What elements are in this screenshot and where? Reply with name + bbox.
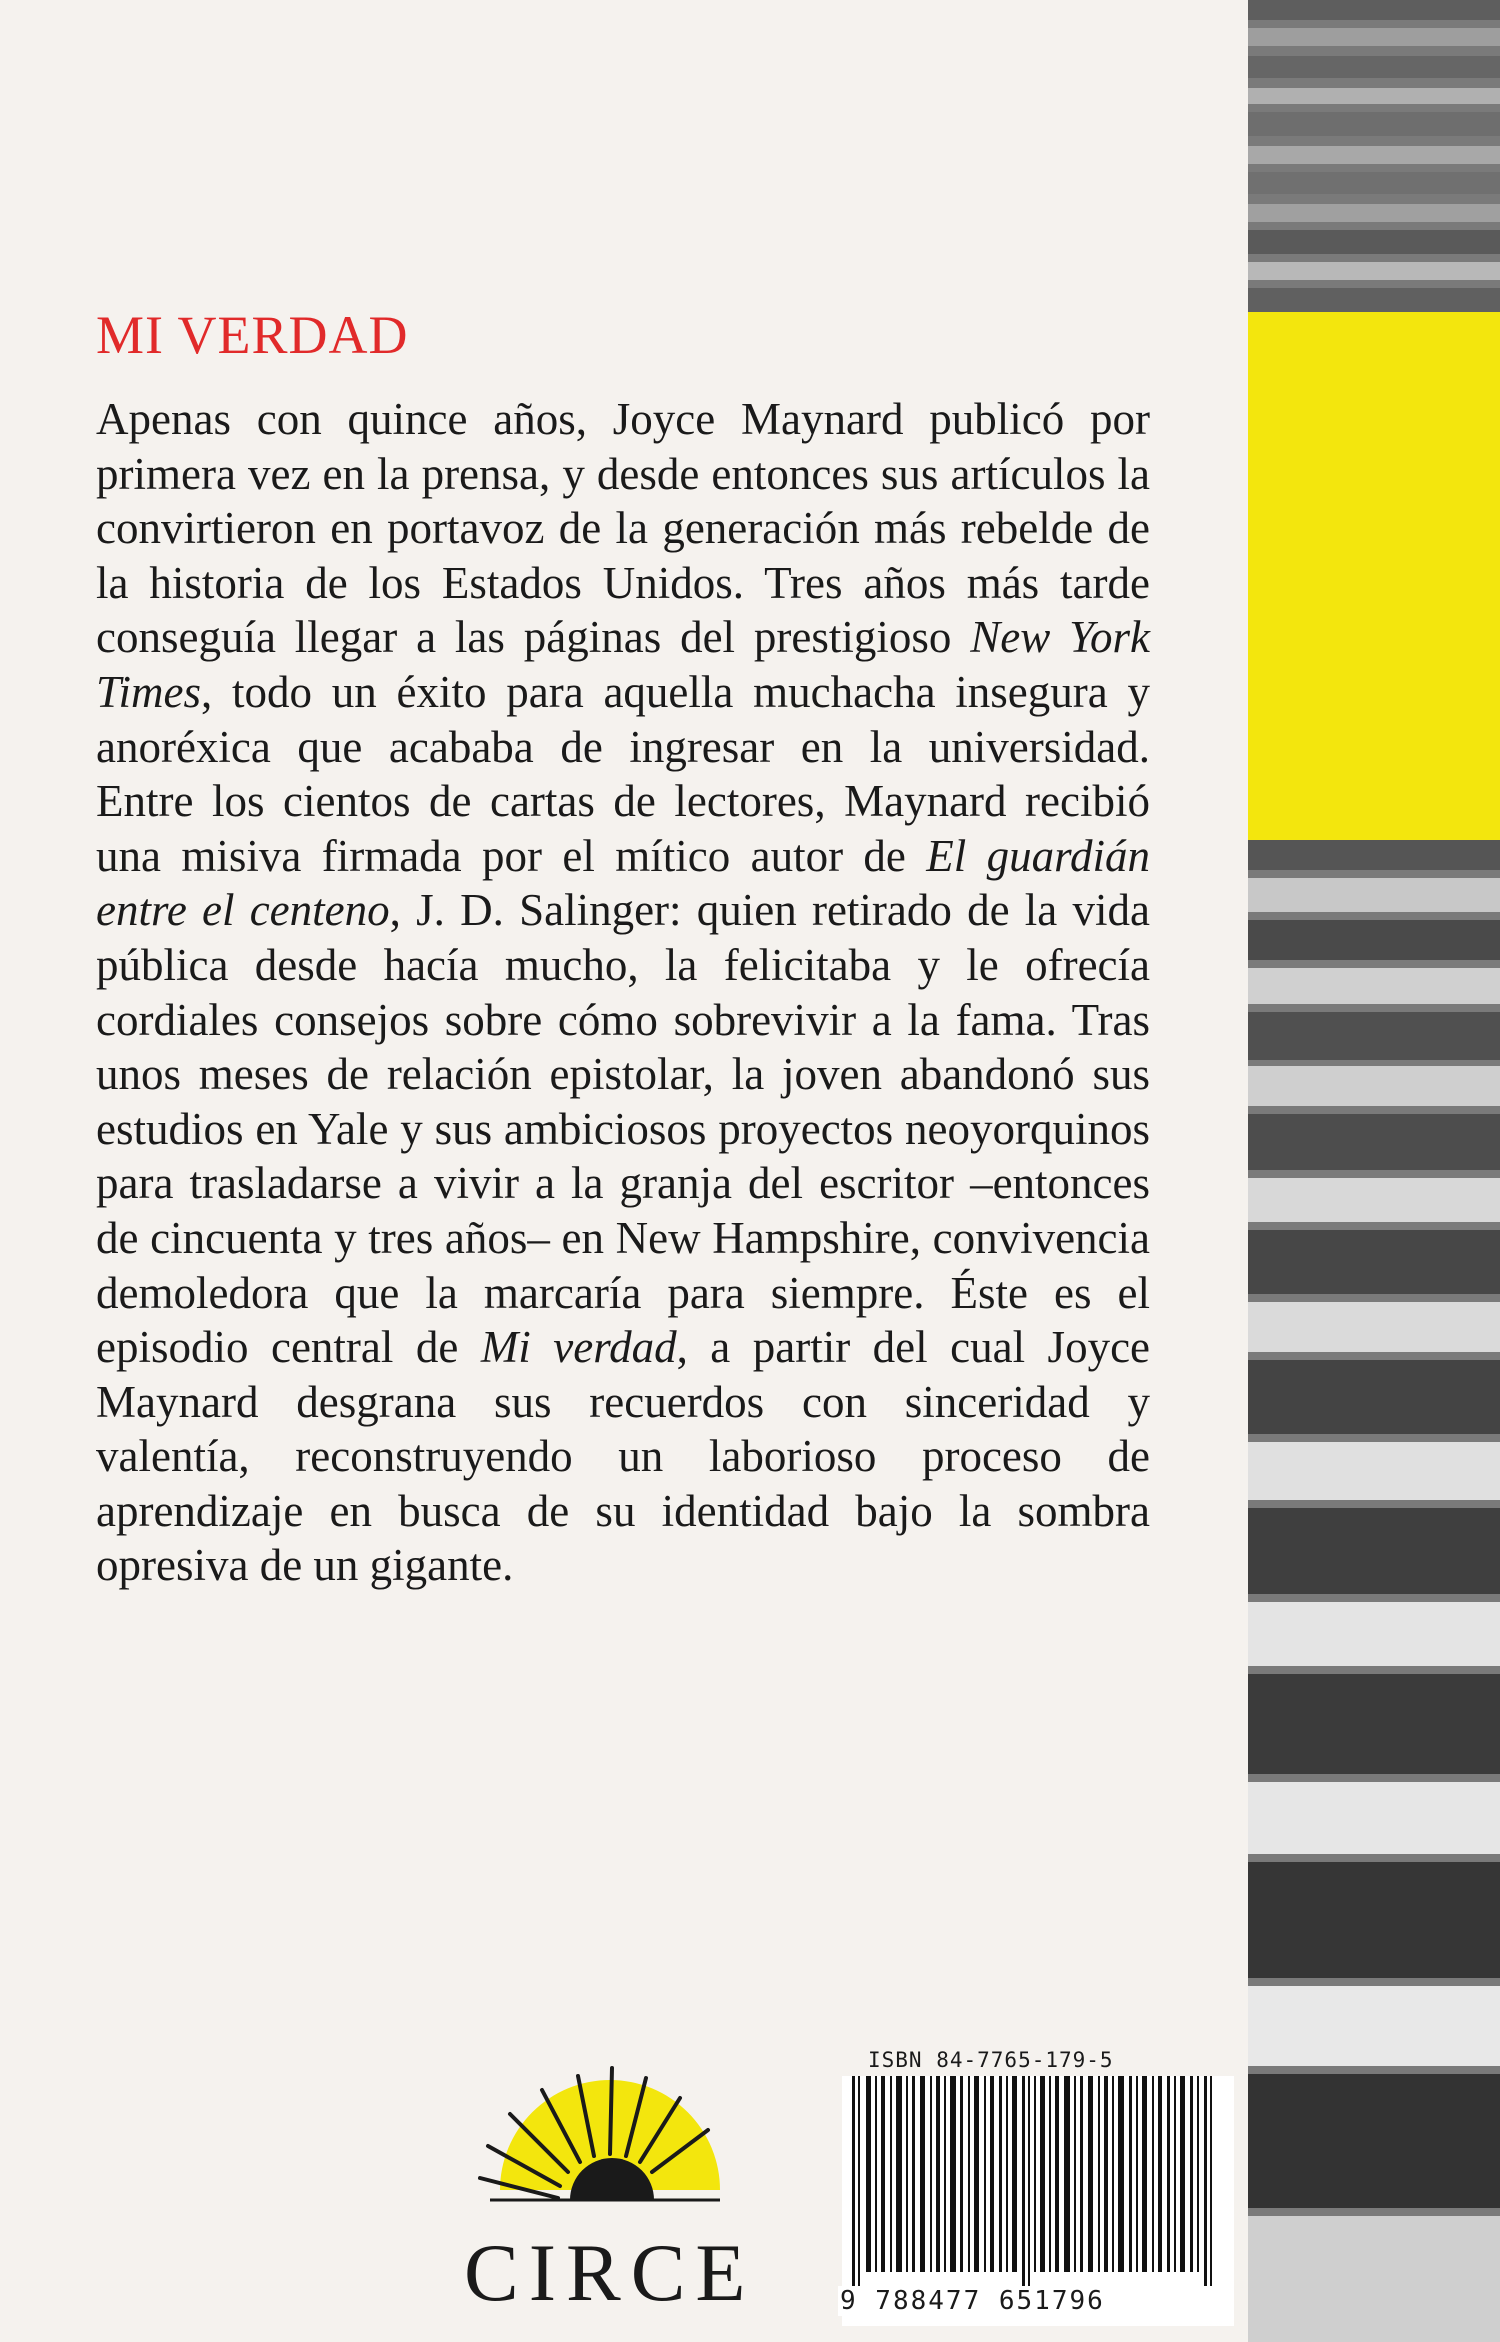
book-title: MI VERDAD <box>96 305 409 365</box>
synopsis-text: , J. D. Salinger: quien retirado de la vida pública desde hacía mucho, la felicitaba y le ofrecía cordiales consejos sobre cómo sobrevivir a la fama. Tras unos meses de relación epistolar, la joven abandonó sus estudios en Yale y sus ambiciosos proyectos neoyorquinos para trasladarse a vivir a la granja del escritor –entonces de cincuenta y tres años– en New Hampshire, convivencia demoledora que la marcaría para siempre. Éste es el episodio central de <box>96 885 1150 1373</box>
barcode-number: 9 788477 651796 <box>840 2286 1105 2316</box>
synopsis-text: , a partir del cual Joyce Maynard desgrana sus recuerdos con sinceridad y valentía, reconstruyendo un laborioso proceso de aprendizaje en busca de su identidad bajo la sombra opresiva de un gigante. <box>96 1322 1151 1591</box>
publisher-name: CIRCE <box>464 2227 756 2318</box>
isbn-label: ISBN 84-7765-179-5 <box>868 2048 1114 2072</box>
yellow-accent-band <box>1248 312 1500 840</box>
synopsis-italic-novel: El guardián entre el centeno <box>96 830 1150 936</box>
synopsis-text: Apenas con quince años, Joyce Maynard publicó por primera vez en la prensa, y desde entonces sus artículos la convirtieron en portavoz de la generación más rebelde de la historia de los Estados Unidos. Tres años más tarde conseguía llegar a las páginas del prestigioso <box>96 394 1150 663</box>
book-synopsis <box>96 392 1150 1593</box>
synopsis-italic-newspaper: New York Times <box>96 612 1150 717</box>
barcode-bars <box>842 2076 1234 2286</box>
synopsis-text: , todo un éxito para aquella muchacha insegura y anoréxica que acababa de ingresar en la universidad. Entre los cientos de cartas de lectores, Maynard recibió una misiva firmada por el mítico autor de <box>96 666 1150 881</box>
synopsis-italic-title: Mi verdad <box>480 1322 677 1373</box>
